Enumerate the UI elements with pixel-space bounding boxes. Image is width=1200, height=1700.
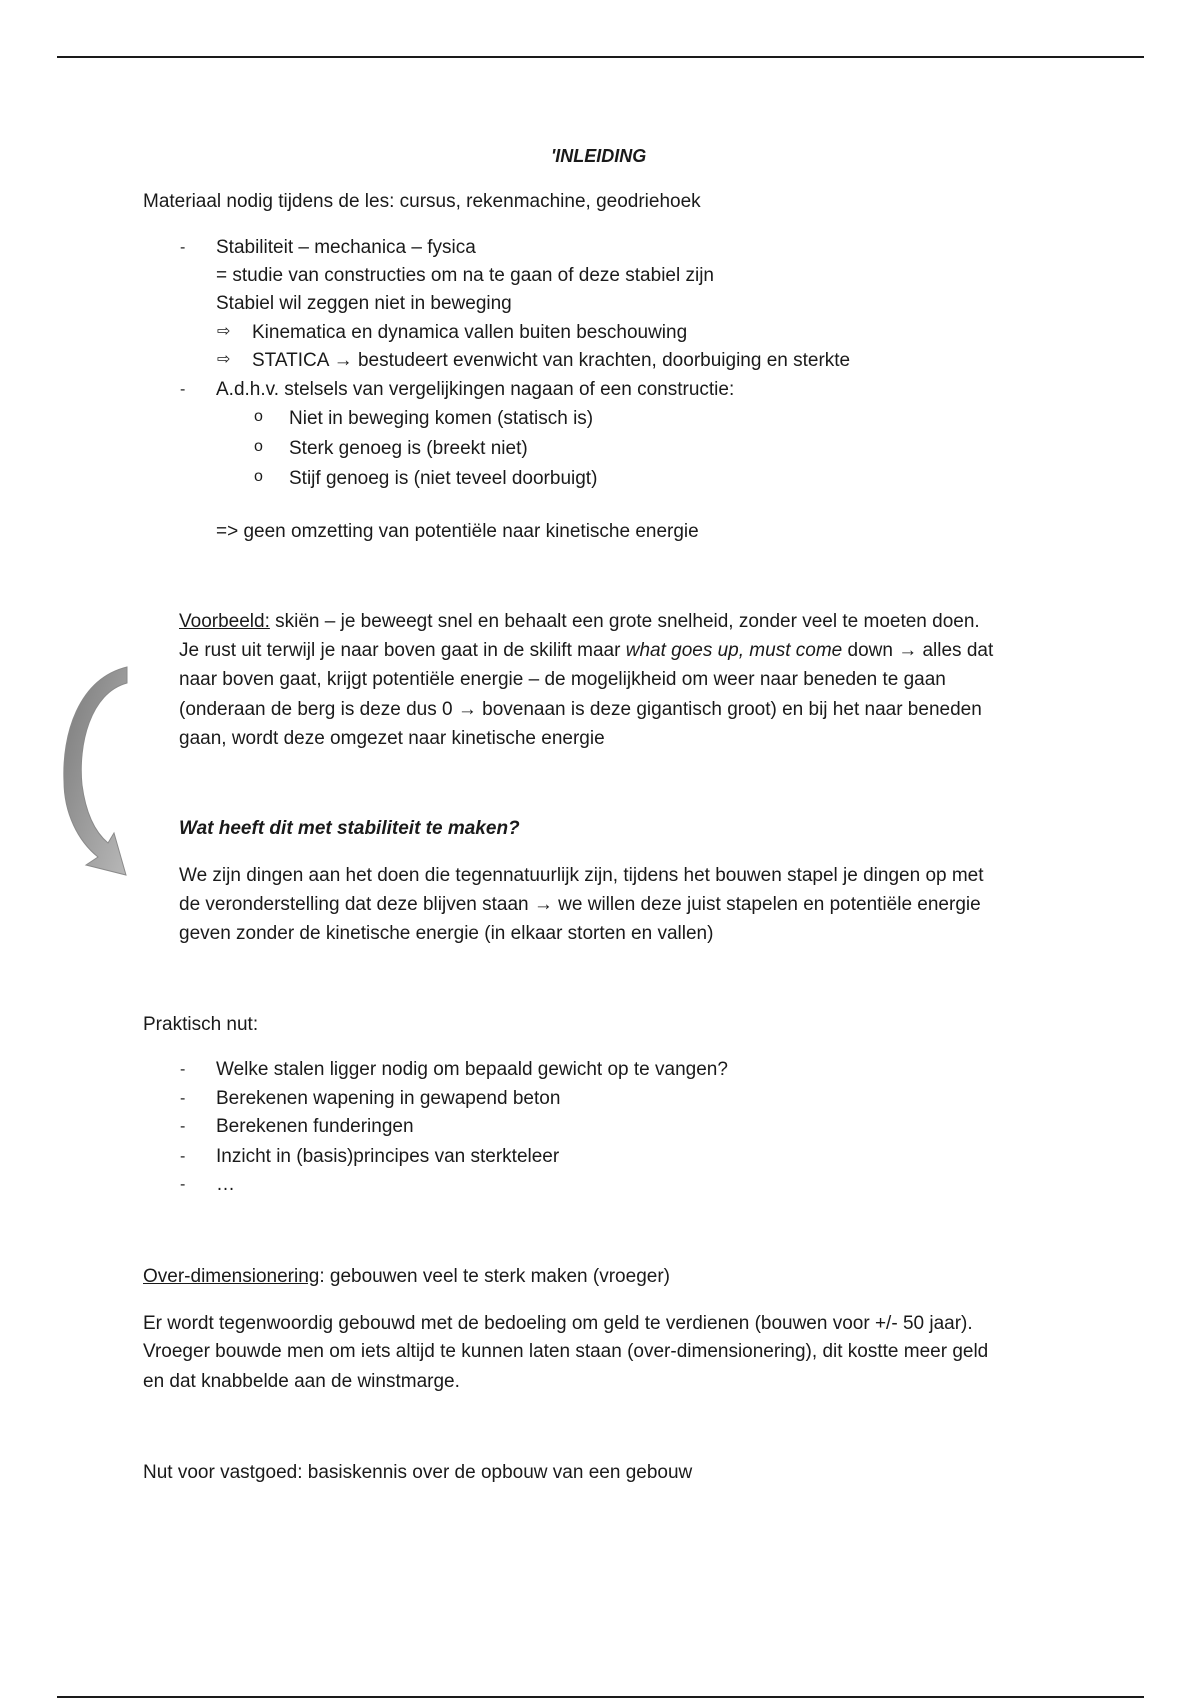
question-line-2: de veronderstelling dat deze blijven staan → we willen deze juist stapelen en potentiële energie xyxy=(179,894,981,915)
praktisch-item: Welke stalen ligger nodig om bepaald gewicht op te vangen? xyxy=(216,1059,728,1080)
over-line-1: Er wordt tegenwoordig gebouwd met de bedoeling om geld te verdienen (bouwen voor +/- 50 jaar). xyxy=(143,1313,973,1334)
bullet-adhv: A.d.h.v. stelsels van vergelijkingen nagaan of een constructie: xyxy=(216,379,735,400)
voorbeeld-text: Je rust uit terwijl je naar boven gaat in de skilift maar xyxy=(179,640,626,661)
curved-arrow-icon xyxy=(60,665,140,885)
circle-bullet: o xyxy=(254,408,263,425)
sub-item: Stijf genoeg is (niet teveel doorbuigt) xyxy=(289,468,598,489)
circle-bullet: o xyxy=(254,468,263,485)
voorbeeld-text: skiën – je beweegt snel en behaalt een grote snelheid, zonder veel te moeten doen. xyxy=(269,611,980,632)
praktisch-item: Berekenen funderingen xyxy=(216,1116,414,1137)
bullet-dash: - xyxy=(180,1176,186,1193)
nut-vastgoed: Nut voor vastgoed: basiskennis over de opbouw van een gebouw xyxy=(143,1462,693,1483)
praktisch-heading: Praktisch nut: xyxy=(143,1014,259,1035)
voorbeeld-line-2 xyxy=(179,639,993,663)
arrow-bullet-icon: ⇨ xyxy=(217,351,231,368)
voorbeeld-line-5: gaan, wordt deze omgezet naar kinetische energie xyxy=(179,728,605,749)
bullet-dash: - xyxy=(180,1148,186,1165)
bullet-line-studie: = studie van constructies om na te gaan of deze stabiel zijn xyxy=(216,265,714,286)
statica-label: STATICA xyxy=(252,350,329,371)
circle-bullet: o xyxy=(254,438,263,455)
bullet-stabiliteit: Stabiliteit – mechanica – fysica xyxy=(216,237,476,258)
page-title: 'INLEIDING xyxy=(551,146,647,166)
voorbeeld-line-1 xyxy=(179,610,980,634)
right-arrow-icon: → xyxy=(333,350,353,371)
bullet-dash: - xyxy=(180,381,186,398)
voorbeeld-line-4: (onderaan de berg is deze dus 0 → bovenaan is deze gigantisch groot) en bij het naar beneden xyxy=(179,699,982,720)
bullet-dash: - xyxy=(180,1090,186,1107)
over-heading xyxy=(143,1265,670,1289)
over-line-2: Vroeger bouwde men om iets altijd te kunnen laten staan (over-dimensionering), dit kostte meer geld xyxy=(143,1341,989,1362)
sub-item: Niet in beweging komen (statisch is) xyxy=(289,408,594,429)
bullet-dash: - xyxy=(180,239,186,256)
over-rest: : gebouwen veel te sterk maken (vroeger) xyxy=(319,1266,670,1287)
arrow-item-kinematica: Kinematica en dynamica vallen buiten beschouwing xyxy=(252,322,688,343)
praktisch-item: Berekenen wapening in gewapend beton xyxy=(216,1088,561,1109)
voorbeeld-italic: what goes up, must come xyxy=(625,640,843,661)
bullet-line-stabiel: Stabiel wil zeggen niet in beweging xyxy=(216,293,512,314)
arrow-bullet-icon: ⇨ xyxy=(217,323,231,340)
question-line-1: We zijn dingen aan het doen die tegennatuurlijk zijn, tijdens het bouwen stapel je dingen op met xyxy=(179,865,984,886)
voorbeeld-line-3: naar boven gaat, krijgt potentiële energie – de mogelijkheid om weer naar beneden te gaan xyxy=(179,669,946,690)
question-line-3: geven zonder de kinetische energie (in elkaar storten en vallen) xyxy=(179,923,714,944)
praktisch-item: Inzicht in (basis)principes van sterkteleer xyxy=(216,1146,560,1167)
statica-description: bestudeert evenwicht van krachten, doorbuiging en sterkte xyxy=(357,350,851,371)
materiaal-line: Materiaal nodig tijdens de les: cursus, rekenmachine, geodriehoek xyxy=(143,191,701,212)
conclusion-line: => geen omzetting van potentiële naar kinetische energie xyxy=(216,521,699,542)
question-heading: Wat heeft dit met stabiliteit te maken? xyxy=(179,818,520,839)
bullet-dash: - xyxy=(180,1118,186,1135)
arrow-item-statica xyxy=(252,349,850,373)
over-label: Over-dimensionering xyxy=(143,1266,320,1287)
voorbeeld-label: Voorbeeld: xyxy=(179,611,270,632)
sub-item: Sterk genoeg is (breekt niet) xyxy=(289,438,528,459)
voorbeeld-text: down → alles dat xyxy=(842,640,994,661)
bullet-dash: - xyxy=(180,1061,186,1078)
over-line-3: en dat knabbelde aan de winstmarge. xyxy=(143,1371,460,1392)
praktisch-item: … xyxy=(216,1174,235,1195)
